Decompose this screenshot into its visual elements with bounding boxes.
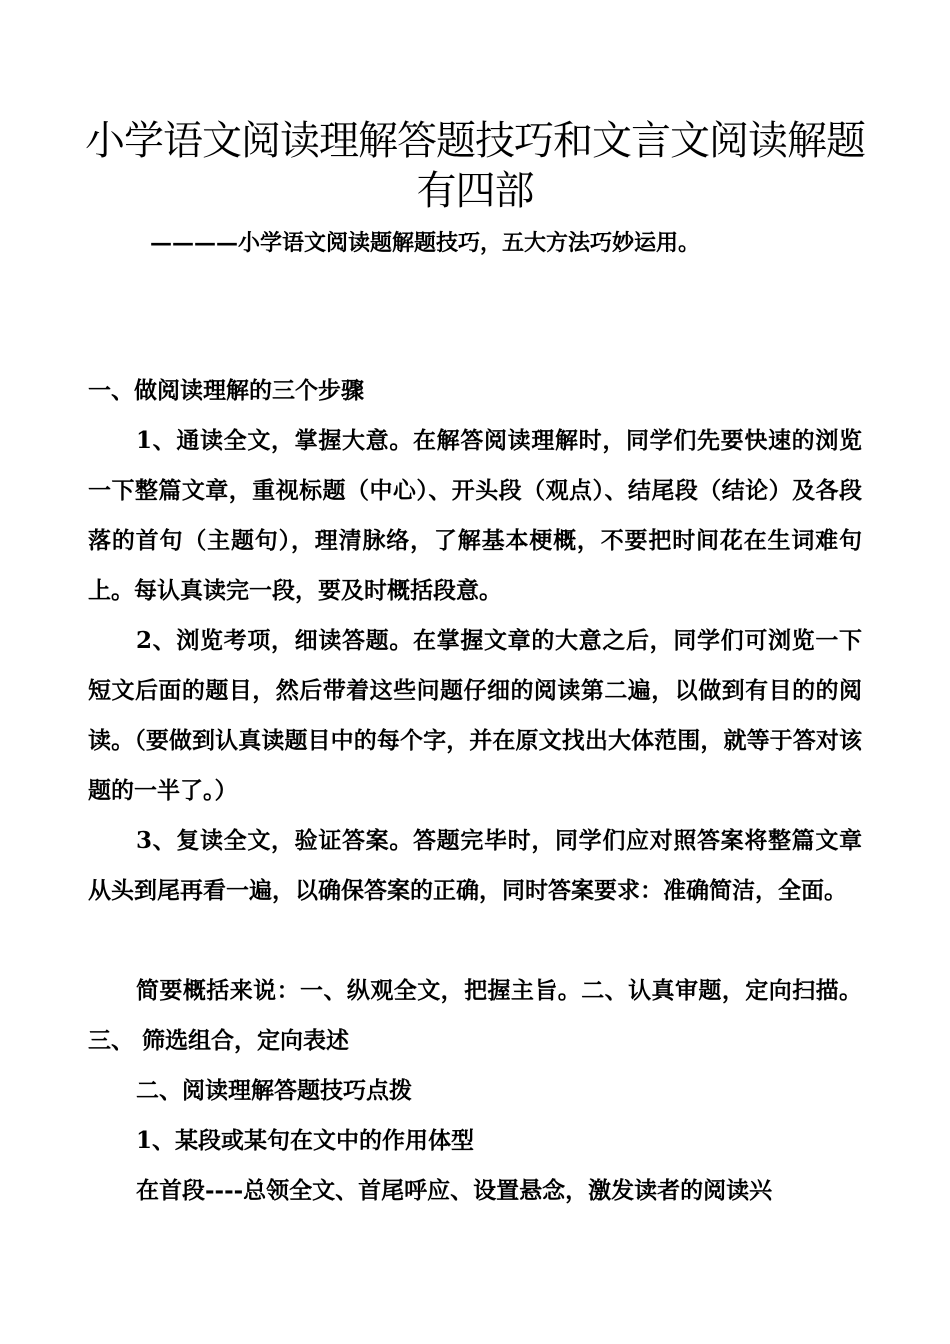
first-paragraph-role: 在首段----总领全文、首尾呼应、设置悬念，激发读者的阅读兴 — [136, 1177, 773, 1204]
step-2-paragraph: 2、浏览考项，细读答题。在掌握文章的大意之后，同学们可浏览一下短文后面的题目，然后带着这些问题仔细的阅读第二遍，以做到有目的的阅读。（要做到认真读题目中的每个字，并在原文找出大体范围，就等于答对该题的一半了。） — [88, 627, 862, 804]
section-1-heading: 一、做阅读理解的三个步骤 — [88, 377, 364, 404]
title-line-2: 有四部 — [416, 168, 534, 214]
subtitle: ————小学语文阅读题解题技巧，五大方法巧妙运用。 — [150, 230, 701, 256]
title-line-1: 小学语文阅读理解答题技巧和文言文阅读解题 — [85, 118, 865, 164]
step-3-paragraph: 3、复读全文，验证答案。答题完毕时，同学们应对照答案将整篇文章从头到尾再看一遍，以确保答案的正确，同时答案要求：准确简洁，全面。 — [88, 827, 862, 904]
section-2-heading: 二、阅读理解答题技巧点拨 — [136, 1077, 412, 1104]
summary-paragraph: 简要概括来说：一、纵观全文，把握主旨。二、认真审题，定向扫描。三、 筛选组合，定向表述 — [88, 977, 862, 1054]
step-1-paragraph: 1、通读全文，掌握大意。在解答阅读理解时，同学们先要快速的浏览一下整篇文章，重视标题（中心）、开头段（观点）、结尾段（结论）及各段落的首句（主题句），理清脉络，了解基本梗概，不要把时间花在生词难句上。每认真读完一段，要及时概括段意。 — [88, 427, 862, 604]
item-1-heading: 1、某段或某句在文中的作用体型 — [136, 1127, 475, 1154]
